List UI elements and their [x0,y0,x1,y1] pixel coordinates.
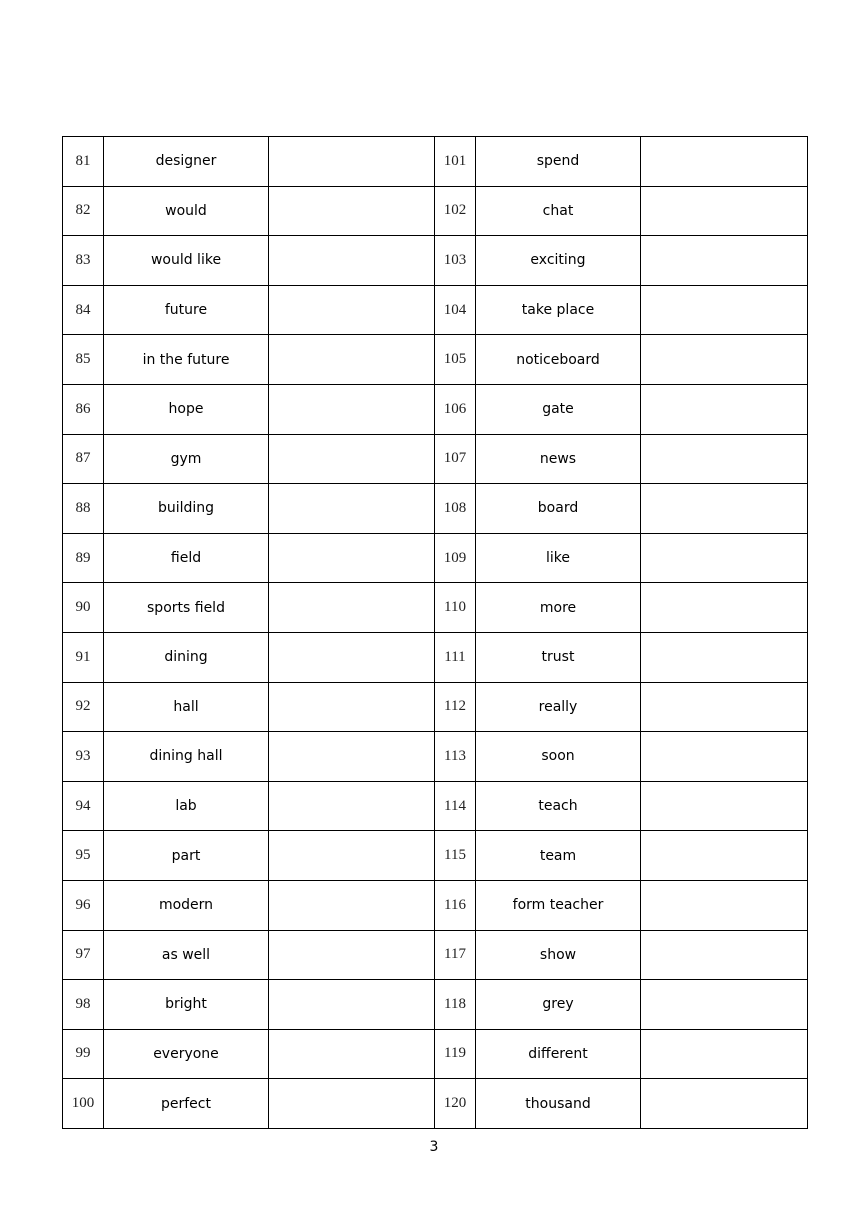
vocabulary-word: field [104,533,269,583]
vocabulary-word: would like [104,236,269,286]
table-row [63,781,808,831]
answer-blank-cell[interactable] [641,533,808,583]
answer-blank-cell[interactable] [269,632,435,682]
vocabulary-word: show [476,930,641,980]
item-number: 120 [435,1079,476,1129]
answer-blank-cell[interactable] [641,781,808,831]
item-number: 119 [435,1029,476,1079]
answer-blank-cell[interactable] [269,1079,435,1129]
answer-blank-cell[interactable] [269,186,435,236]
item-number: 87 [63,434,104,484]
item-number: 114 [435,781,476,831]
item-number: 96 [63,880,104,930]
table-row [63,434,808,484]
item-number: 106 [435,384,476,434]
item-number: 116 [435,880,476,930]
item-number: 81 [63,137,104,187]
answer-blank-cell[interactable] [641,930,808,980]
item-number: 84 [63,285,104,335]
answer-blank-cell[interactable] [269,137,435,187]
answer-blank-cell[interactable] [641,285,808,335]
answer-blank-cell[interactable] [641,335,808,385]
table-row [63,831,808,881]
table-row [63,186,808,236]
vocabulary-word: form teacher [476,880,641,930]
vocabulary-word: modern [104,880,269,930]
page-number: 3 [429,1139,439,1155]
vocabulary-word: chat [476,186,641,236]
item-number: 90 [63,583,104,633]
vocabulary-word: really [476,682,641,732]
vocabulary-word: board [476,484,641,534]
item-number: 117 [435,930,476,980]
item-number: 93 [63,732,104,782]
table-row [63,1029,808,1079]
vocabulary-word: dining [104,632,269,682]
answer-blank-cell[interactable] [269,384,435,434]
answer-blank-cell[interactable] [641,880,808,930]
item-number: 99 [63,1029,104,1079]
vocabulary-word: gym [104,434,269,484]
vocabulary-word: like [476,533,641,583]
item-number: 91 [63,632,104,682]
table-row [63,930,808,980]
table-row [63,285,808,335]
table-row [63,632,808,682]
answer-blank-cell[interactable] [269,335,435,385]
table-row [63,384,808,434]
vocabulary-word: news [476,434,641,484]
item-number: 102 [435,186,476,236]
vocabulary-word: gate [476,384,641,434]
answer-blank-cell[interactable] [641,632,808,682]
vocabulary-word: designer [104,137,269,187]
table-row [63,682,808,732]
table-row [63,880,808,930]
answer-blank-cell[interactable] [269,682,435,732]
vocabulary-word: in the future [104,335,269,385]
answer-blank-cell[interactable] [641,186,808,236]
vocabulary-word: teach [476,781,641,831]
answer-blank-cell[interactable] [269,484,435,534]
answer-blank-cell[interactable] [269,434,435,484]
item-number: 92 [63,682,104,732]
answer-blank-cell[interactable] [641,682,808,732]
item-number: 110 [435,583,476,633]
vocabulary-word: bright [104,980,269,1030]
vocabulary-word: hall [104,682,269,732]
vocabulary-word: as well [104,930,269,980]
table-row [63,484,808,534]
item-number: 105 [435,335,476,385]
answer-blank-cell[interactable] [269,732,435,782]
item-number: 115 [435,831,476,881]
answer-blank-cell[interactable] [269,781,435,831]
vocabulary-word: exciting [476,236,641,286]
item-number: 100 [63,1079,104,1129]
vocabulary-word: dining hall [104,732,269,782]
answer-blank-cell[interactable] [641,831,808,881]
item-number: 101 [435,137,476,187]
table-row [63,335,808,385]
answer-blank-cell[interactable] [269,285,435,335]
vocabulary-word: building [104,484,269,534]
answer-blank-cell[interactable] [641,137,808,187]
vocabulary-word: would [104,186,269,236]
answer-blank-cell[interactable] [641,1029,808,1079]
answer-blank-cell[interactable] [269,831,435,881]
answer-blank-cell[interactable] [641,1079,808,1129]
vocabulary-word: sports field [104,583,269,633]
vocabulary-word: spend [476,137,641,187]
item-number: 85 [63,335,104,385]
vocabulary-word: lab [104,781,269,831]
item-number: 103 [435,236,476,286]
answer-blank-cell[interactable] [641,236,808,286]
item-number: 113 [435,732,476,782]
vocabulary-word: soon [476,732,641,782]
item-number: 107 [435,434,476,484]
answer-blank-cell[interactable] [641,384,808,434]
table-row [63,980,808,1030]
answer-blank-cell[interactable] [269,930,435,980]
item-number: 86 [63,384,104,434]
item-number: 82 [63,186,104,236]
table-row [63,236,808,286]
item-number: 95 [63,831,104,881]
item-number: 109 [435,533,476,583]
table-row [63,533,808,583]
item-number: 97 [63,930,104,980]
item-number: 112 [435,682,476,732]
vocabulary-word: more [476,583,641,633]
item-number: 88 [63,484,104,534]
vocabulary-word: take place [476,285,641,335]
table-row [63,137,808,187]
answer-blank-cell[interactable] [641,583,808,633]
vocabulary-word: team [476,831,641,881]
item-number: 111 [435,632,476,682]
item-number: 83 [63,236,104,286]
vocabulary-word: trust [476,632,641,682]
vocabulary-word: part [104,831,269,881]
item-number: 104 [435,285,476,335]
vocabulary-word: future [104,285,269,335]
vocabulary-table-body [63,137,808,1129]
vocabulary-word: everyone [104,1029,269,1079]
answer-blank-cell[interactable] [641,484,808,534]
vocabulary-table [62,136,808,1129]
vocabulary-word: thousand [476,1079,641,1129]
table-row [63,1079,808,1129]
answer-blank-cell[interactable] [269,880,435,930]
item-number: 98 [63,980,104,1030]
answer-blank-cell[interactable] [269,583,435,633]
answer-blank-cell[interactable] [641,980,808,1030]
answer-blank-cell[interactable] [641,434,808,484]
answer-blank-cell[interactable] [269,1029,435,1079]
vocabulary-word: grey [476,980,641,1030]
vocabulary-word: different [476,1029,641,1079]
item-number: 108 [435,484,476,534]
item-number: 89 [63,533,104,583]
answer-blank-cell[interactable] [641,732,808,782]
vocabulary-word: perfect [104,1079,269,1129]
table-row [63,583,808,633]
item-number: 118 [435,980,476,1030]
item-number: 94 [63,781,104,831]
vocabulary-word: hope [104,384,269,434]
vocabulary-word: noticeboard [476,335,641,385]
answer-blank-cell[interactable] [269,236,435,286]
answer-blank-cell[interactable] [269,980,435,1030]
table-row [63,732,808,782]
answer-blank-cell[interactable] [269,533,435,583]
